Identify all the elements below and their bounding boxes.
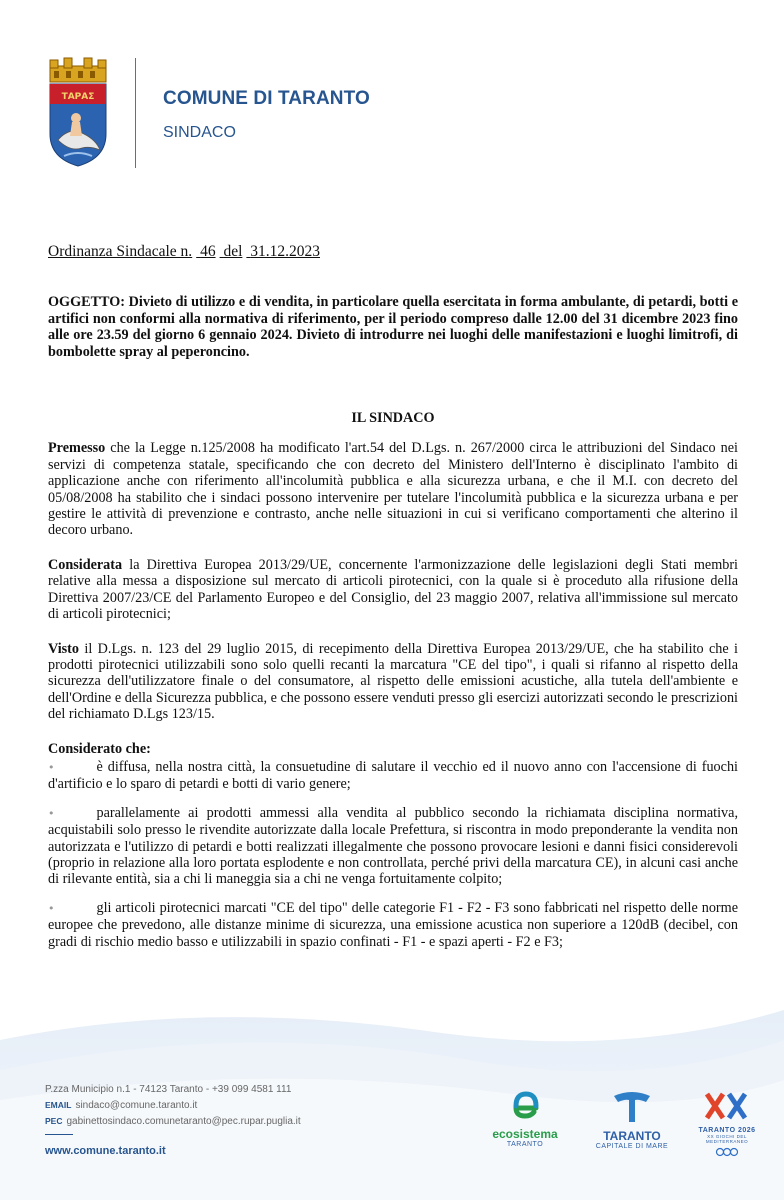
games-xx-icon	[703, 1090, 751, 1122]
taranto-t-icon	[612, 1090, 652, 1124]
organization-subtitle: SINDACO	[163, 124, 236, 141]
games-subtitle: XX GIOCHI DEL MEDITERRANEO	[705, 1134, 749, 1144]
list-item-text: gli articoli pirotecnici marcati "CE del tipo" delle categorie F1 - F2 - F3 sono fabbricati nel rispetto delle norme europee che prevedono, alle distanze minime di sicurezza, una emissione acustica non superiore a 120dB (decibel, con gradi di rischio medio basso e utilizzabili in spazio confinati - F1 - e spazi aperti - F2 e F3;	[48, 899, 738, 950]
list-item	[48, 759, 738, 793]
taranto-title: TARANTO	[603, 1129, 661, 1143]
list-item	[48, 805, 738, 888]
crest-label: ΤΑΡΑΣ	[61, 92, 95, 102]
pec-label: PEC	[45, 1116, 63, 1126]
paragraph-text: che la Legge n.125/2008 ha modificato l'art.54 del D.Lgs. n. 267/2000 circa le attribuzioni del Sindaco nei servizi di competenza statale, specificando che con decreto del Ministero dell'Interno è disciplinato l'ambito di applicazione anche con riferimento all'incolumità pubblica e alla sicurezza urbana, e che il M.I. con decreto del 05/08/2008 ha stabilito che i sindaci possono intervenire per tutelare l'incolumità pubblica e la sicurezza urbana e per gestire le attività di prevenzione e contrasto, anche nelle situazioni in cui si verificano comportamenti che alterino il decoro urbano.	[48, 440, 738, 539]
ecosistema-subtitle: TARANTO	[506, 1141, 544, 1148]
pec-link[interactable]: gabinettosindaco.comunetaranto@pec.rupar.puglia.it	[66, 1116, 301, 1127]
subject-paragraph: OGGETTO: Divieto di utilizzo e di vendita, in particolare quella esercitata in forma ambulante, di petardi, botti e artifici non conformi alla normativa di riferimento, per il periodo compreso dalle 12.00 del 31 dicembre 2023 fino alle ore 23.59 del giorno 6 gennaio 2024. Divieto di introdurre nei luoghi delle manifestazioni e luoghi limitrofi, di bombolette spray al peperoncino.	[48, 294, 738, 360]
ordinance-del: del	[223, 243, 243, 260]
premesso-paragraph	[48, 440, 738, 538]
games-rings-icon	[714, 1147, 740, 1157]
ordinance-reference	[48, 244, 738, 260]
considerata-paragraph	[48, 557, 738, 623]
section-heading: IL SINDACO	[351, 410, 435, 427]
bullet-icon: •	[48, 806, 55, 820]
letterhead	[0, 0, 784, 200]
taranto-crest-icon	[44, 56, 112, 168]
footer-pec-row	[45, 1116, 301, 1127]
paragraph-text: il D.Lgs. n. 123 del 29 luglio 2015, di recepimento della Direttiva Europea 2013/29/UE, che ha stabilito che i prodotti pirotecnici utilizzabili sono solo quelli recanti la marcatura "CE del tipo", i quali si rifanno al rispetto della sicurezza dell'utilizzatore finale o del consumatore, al rispetto delle emissioni acustiche, alla tutela dell'ambiente e dell'Ordine e della Sicurezza pubblica, e che possono essere venduti presso gli esercizi autorizzati secondo le prescrizioni del richiamato D.Lgs 123/15.	[48, 640, 738, 723]
email-link[interactable]: sindaco@comune.taranto.it	[75, 1100, 198, 1111]
ordinance-label: Ordinanza Sindacale n.	[48, 243, 193, 260]
website-link[interactable]: www.comune.taranto.it	[45, 1145, 166, 1157]
email-label: EMAIL	[45, 1100, 72, 1110]
paragraph-lead: Premesso	[48, 440, 106, 457]
ecosistema-title: ecosistema	[492, 1127, 558, 1141]
page-footer	[0, 1000, 784, 1200]
considerato-heading: Considerato che:	[48, 740, 151, 757]
ecosistema-logo	[480, 1088, 570, 1148]
footer-address: P.zza Municipio n.1 - 74123 Taranto - +39 099 4581 111	[45, 1084, 292, 1095]
organization-title: COMUNE DI TARANTO	[163, 88, 370, 109]
paragraph-text: la Direttiva Europea 2013/29/UE, concernente l'armonizzazione delle legislazioni degli Stati membri relative alla messa a disposizione sul mercato di articoli pirotecnici, con la quale si è proceduto alla rifusione della Direttiva 2007/23/CE del Parlamento Europeo e del Consiglio, del 23 maggio 2007, relativa all'immissione sul mercato di articoli pirotecnici;	[48, 556, 738, 623]
ordinance-number: 46	[200, 243, 216, 260]
games-2026-logo	[694, 1090, 760, 1162]
taranto-subtitle: CAPITALE DI MARE	[595, 1143, 669, 1150]
ecosistema-e-icon	[508, 1088, 542, 1122]
paragraph-lead: Visto	[48, 640, 80, 657]
ordinance-date: 31.12.2023	[250, 243, 320, 260]
games-title: TARANTO 2026	[698, 1127, 756, 1134]
list-item-text: parallelamente ai prodotti ammessi alla vendita al pubblico secondo la richiamata disciplina normativa, acquistabili solo presso le rivendite autorizzate dalla locale Prefettura, si riscontra in modo preponderante la vendita non autorizzata e l'utilizzo di petardi e botti realizzati illegalmente che possono provocare lesioni e danni fisici considerevoli (proprio in relazione alla loro portata esplodente e non controllata, perché privi della marcatura CE), in alcuni casi anche di rilevante entità, sia a chi li maneggia sia a chi ne venga fortuitamente colpito;	[48, 804, 738, 888]
document-body	[48, 244, 738, 962]
visto-paragraph	[48, 641, 738, 723]
footer-divider	[45, 1134, 73, 1135]
footer-email-row	[45, 1100, 197, 1111]
taranto-capitale-logo	[590, 1090, 674, 1150]
paragraph-lead: Considerata	[48, 556, 123, 573]
bullet-icon: •	[48, 760, 55, 774]
header-divider	[135, 58, 136, 168]
bullet-icon: •	[48, 901, 55, 915]
list-item	[48, 900, 738, 950]
list-item-text: è diffusa, nella nostra città, la consuetudine di salutare il vecchio ed il nuovo anno con l'accensione di fuochi d'artificio e lo sparo di petardi e botti di vario genere;	[48, 758, 738, 793]
